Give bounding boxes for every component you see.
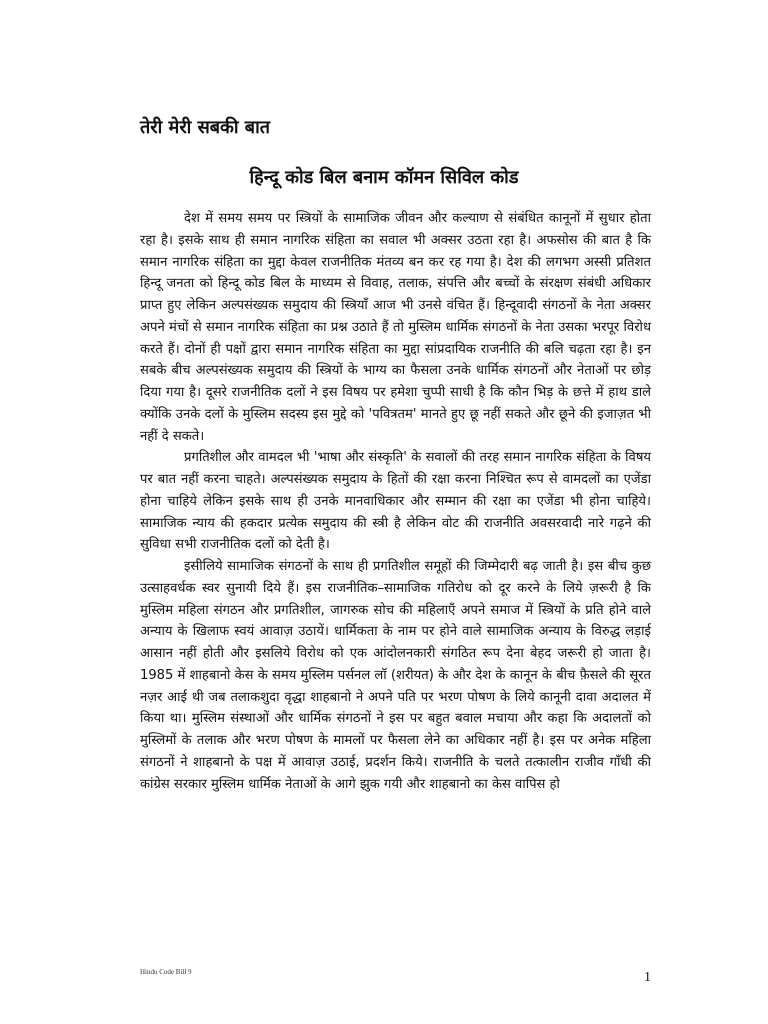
- column-title: तेरी मेरी सबकी बात: [140, 117, 271, 138]
- paragraph: देश में समय समय पर स्त्रियों के सामाजिक जीवन और कल्याण से संबंधित कानूनों में सुधार होता रहा है। इसके साथ ही समान नागरिक संहिता का सवाल भी अक्सर उठता रहा है। अफसोस की बात है कि समान नागरिक संहिता का मुद्दा केवल राजनीतिक मंतव्य बन कर रह गया है। देश की लगभग अस्सी प्रतिशत हिन्दू जनता को हिन्दू कोड बिल के माध्यम से विवाह, तलाक, संपत्ति और बच्चों के संरक्षण संबंधी अधिकार प्राप्त हुए लेकिन अल्पसंख्यक समुदाय की स्त्रियाँ आज भी उनसे वंचित हैं। हिन्दूवादी संगठनों के नेता अक्सर अपने मंचों से समान नागरिक संहिता का प्रश्न उठाते हैं तो मुस्लिम धार्मिक संगठनों के नेता उसका भरपूर विरोध करते हैं। दोनों ही पक्षों द्वारा समान नागरिक संहिता का मुद्दा सांप्रदायिक राजनीति की बलि चढ़ता रहा है। इन सबके बीच अल्पसंख्यक समुदाय की स्त्रियों के भाग्य का फैसला उनके धार्मिक संगठनों और नेताओं पर छोड़ दिया गया है। दूसरे राजनीतिक दलों ने इस विषय पर हमेशा चुप्पी साधी है कि कौन भिड़ के छत्ते में हाथ डाले क्योंकि उनके दलों के मुस्लिम सदस्य इस मुद्दे को 'पवित्रतम' मानते हुए छू नहीं सकते और छूने की इजाज़त भी नहीं दे सकते।: [140, 211, 651, 444]
- paragraph: प्रगतिशील और वामदल भी 'भाषा और संस्कृति' के सवालों की तरह समान नागरिक संहिता के विषय पर बात नहीं करना चाहते। अल्पसंख्यक समुदाय के हितों की रक्षा करना निश्चित रूप से वामदलों का एजेंडा होना चाहिये लेकिन इसके साथ ही उनके मानवाधिकार और सम्मान की रक्षा का एजेंडा भी होना चाहिये। सामाजिक न्याय की हकदार प्रत्येक समुदाय की स्त्री है लेकिन वोट की राजनीति अवसरवादी नारे गढ़ने की सुविधा सभी राजनीतिक दलों को देती है।: [140, 450, 651, 553]
- page-number: 1: [644, 970, 651, 985]
- article-body: [140, 208, 651, 795]
- footer-label: Hindu Code Bill 9: [140, 968, 192, 976]
- article-title: हिन्दू कोड बिल बनाम कॉमन सिविल कोड: [249, 167, 519, 188]
- paragraph: इसीलिये सामाजिक संगठनों के साथ ही प्रगतिशील समूहों की जिम्मेदारी बढ़ जाती है। इस बीच कुछ उत्साहवर्धक स्वर सुनायी दिये हैं। इस राजनीतिक–सामाजिक गतिरोध को दूर करने के लिये ज़रूरी है कि मुस्लिम महिला संगठन और प्रगतिशील, जागरुक सोच की महिलाएँ अपने समाज में स्त्रियों के प्रति होने वाले अन्याय के खिलाफ स्वयं आवाज़ उठायें। धार्मिकता के नाम पर होने वाले सामाजिक अन्याय के विरुद्ध लड़ाई आसान नहीं होती और इसलिये विरोध को एक आंदोलनकारी संगठित रूप देना बेहद जरूरी हो जाता है। 1985 में शाहबानो केस के समय मुस्लिम पर्सनल लॉ (शरीयत) के और देश के कानून के बीच फ़ैसले की सूरत नज़र आई थी जब तलाकशुदा वृद्धा शाहबानो ने अपने पति पर भरण पोषण के लिये कानूनी दावा अदालत में किया था। मुस्लिम संस्थाओं और धार्मिक संगठनों ने इस पर बहुत बवाल मचाया और कहा कि अदालतों को मुस्लिमों के तलाक और भरण पोषण के मामलों पर फैसला लेने का अधिकार नहीं है। इस पर अनेक महिला संगठनों ने शाहबानो के पक्ष में आवाज़ उठाई, प्रदर्शन किये। राजनीति के चलते तत्कालीन राजीव गाँधी की कांग्रेस सरकार मुस्लिम धार्मिक नेताओं के आगे झुक गयी और शाहबानो का केस वापिस हो: [140, 559, 651, 792]
